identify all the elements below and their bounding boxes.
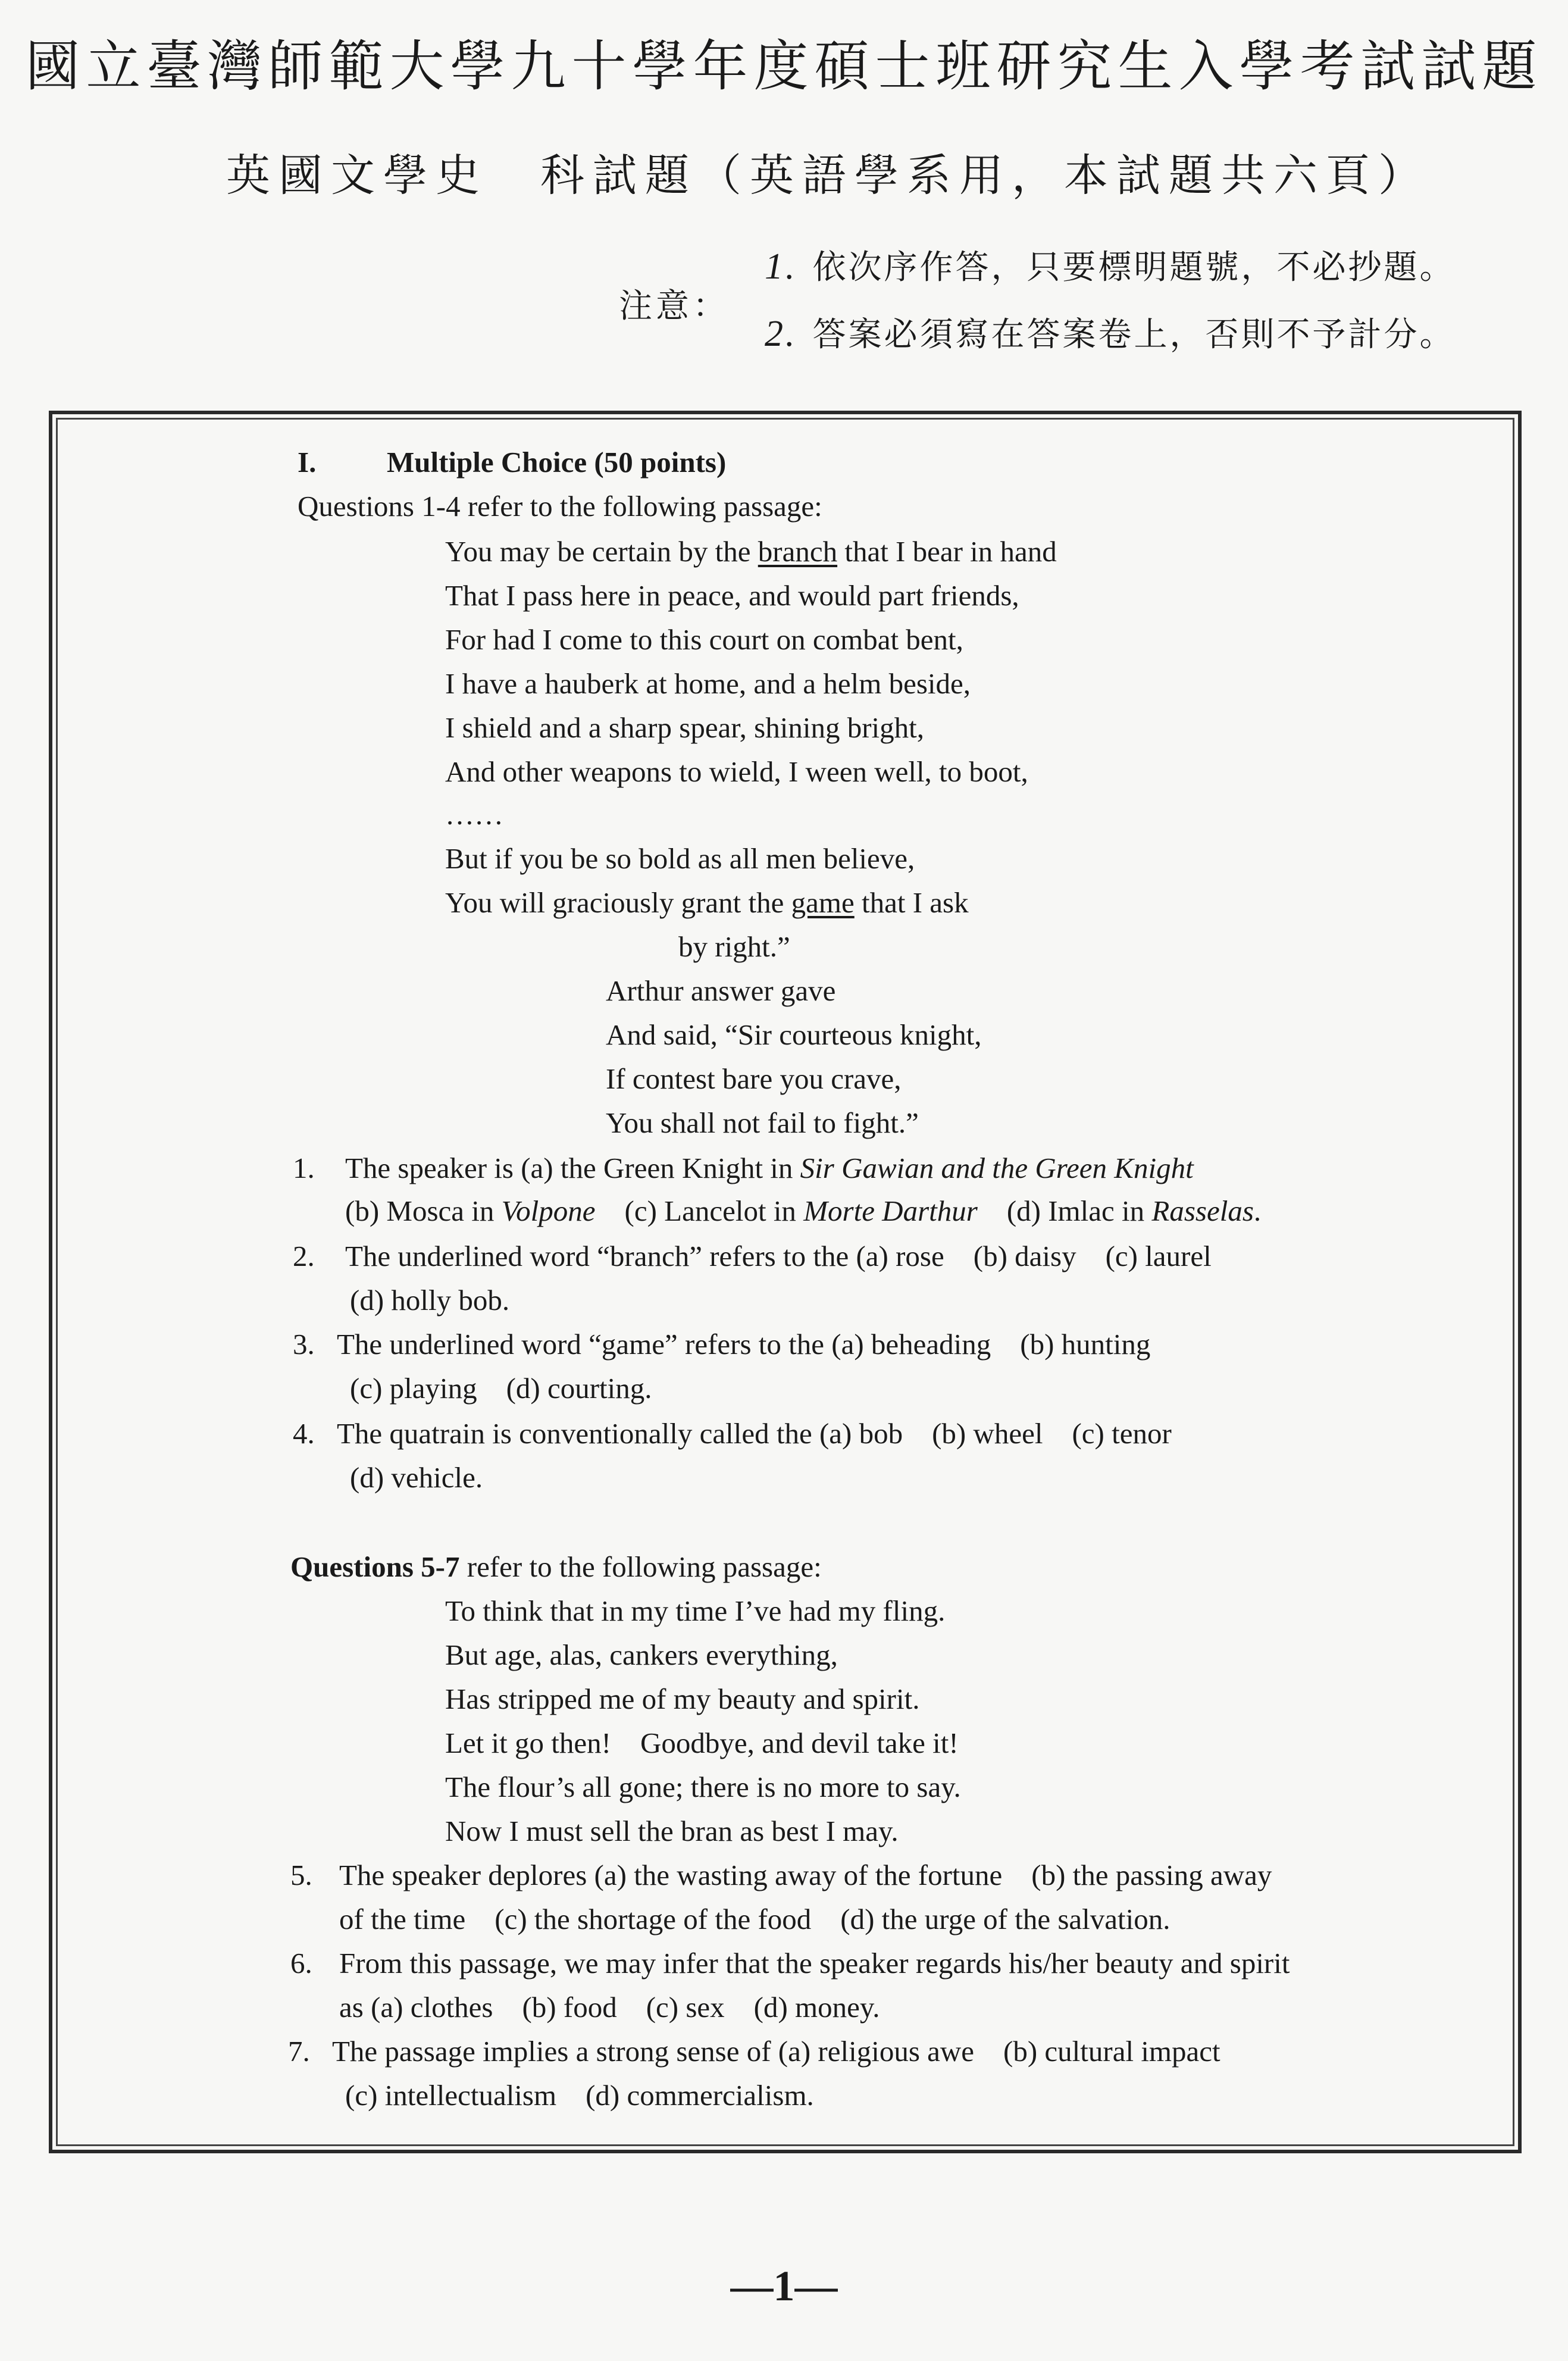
notice-item: [765, 241, 1456, 289]
question-6-options: as (a) clothes (b) food (c) sex (d) money.: [339, 1991, 880, 2024]
poem-line: If contest bare you crave,: [606, 1062, 902, 1095]
question-number: 7.: [288, 2035, 310, 2068]
poem-line: The flour’s all gone; there is no more to say.: [445, 1771, 961, 1803]
underlined-word-game: game: [791, 886, 855, 919]
question-2-options: (d) holly bob.: [350, 1284, 510, 1316]
poem-line: For had I come to this court on combat bent,: [445, 623, 963, 656]
poem-line: That I pass here in peace, and would part friends,: [445, 579, 1019, 612]
question-5-text: The speaker deplores (a) the wasting away of the fortune (b) the passing away: [339, 1859, 1272, 1891]
notice-number: 1.: [765, 246, 797, 287]
question-number: 4.: [293, 1417, 315, 1450]
underlined-word-branch: branch: [758, 535, 838, 568]
exam-subtitle: 英國文學史 科試題（英語學系用，本試題共六頁）: [226, 150, 1431, 201]
question-3-options: (c) playing (d) courting.: [350, 1372, 652, 1405]
poem-line: But age, alas, cankers everything,: [445, 1638, 838, 1671]
poem-line: Arthur answer gave: [606, 974, 836, 1007]
notice-number: 2.: [765, 314, 797, 354]
poem-line: To think that in my time I’ve had my fling.: [445, 1594, 946, 1627]
section-heading: Multiple Choice (50 points): [387, 446, 727, 479]
poem-line: I have a hauberk at home, and a helm beside,: [445, 667, 971, 700]
poem-line: But if you be so bold as all men believe,: [445, 842, 915, 875]
page-number: —1—: [730, 2262, 838, 2310]
question-1-text: The speaker is (a) the Green Knight in Sir Gawian and the Green Knight: [345, 1152, 1194, 1184]
poem-line: You may be certain by the branch that I bear in hand: [445, 535, 1057, 568]
question-2-text: The underlined word “branch” refers to the (a) rose (b) daisy (c) laurel: [345, 1240, 1212, 1272]
question-7-options: (c) intellectualism (d) commercialism.: [345, 2079, 814, 2112]
poem-line: Has stripped me of my beauty and spirit.: [445, 1683, 920, 1715]
notice-text: 答案必須寫在答案卷上，否則不予計分。: [812, 315, 1456, 354]
question-number: 6.: [290, 1947, 312, 1980]
notice-item: [765, 308, 1456, 356]
question-7-text: The passage implies a strong sense of (a) religious awe (b) cultural impact: [332, 2035, 1220, 2068]
question-1-options: (b) Mosca in Volpone (c) Lancelot in Morte Darthur (d) Imlac in Rasselas.: [345, 1194, 1262, 1227]
question-number: 1.: [293, 1152, 315, 1184]
passage-intro: Questions 5-7 refer to the following passage:: [290, 1550, 822, 1583]
poem-line: You will graciously grant the game that I ask: [445, 886, 969, 919]
poem-line: And other weapons to wield, I ween well, to boot,: [445, 755, 1028, 788]
poem-line: And said, “Sir courteous knight,: [606, 1018, 982, 1051]
notice-label: 注意：: [619, 287, 730, 326]
question-number: 5.: [290, 1859, 312, 1891]
question-5-options: of the time (c) the shortage of the food (d) the urge of the salvation.: [339, 1903, 1170, 1935]
poem-line: I shield and a sharp spear, shining bright,: [445, 711, 925, 744]
question-number: 2.: [293, 1240, 315, 1272]
section-numeral: I.: [298, 446, 317, 479]
question-6-text: From this passage, we may infer that the speaker regards his/her beauty and spirit: [339, 1947, 1290, 1980]
poem-line: You shall not fail to fight.”: [606, 1106, 919, 1139]
poem-line: Let it go then! Goodbye, and devil take it!: [445, 1727, 959, 1759]
exam-title: 國立臺灣師範大學九十學年度碩士班研究生入學考試試題: [25, 35, 1543, 98]
question-4-options: (d) vehicle.: [350, 1461, 483, 1494]
question-4-text: The quatrain is conventionally called the (a) bob (b) wheel (c) tenor: [337, 1417, 1172, 1450]
passage-intro: Questions 1-4 refer to the following passage:: [298, 490, 822, 523]
poem-ellipsis: ……: [445, 798, 503, 831]
question-number: 3.: [293, 1328, 315, 1361]
question-3-text: The underlined word “game” refers to the (a) beheading (b) hunting: [337, 1328, 1151, 1361]
poem-line: Now I must sell the bran as best I may.: [445, 1815, 899, 1847]
notice-text: 依次序作答，只要標明題號，不必抄題。: [812, 248, 1456, 287]
poem-line: by right.”: [678, 930, 790, 963]
